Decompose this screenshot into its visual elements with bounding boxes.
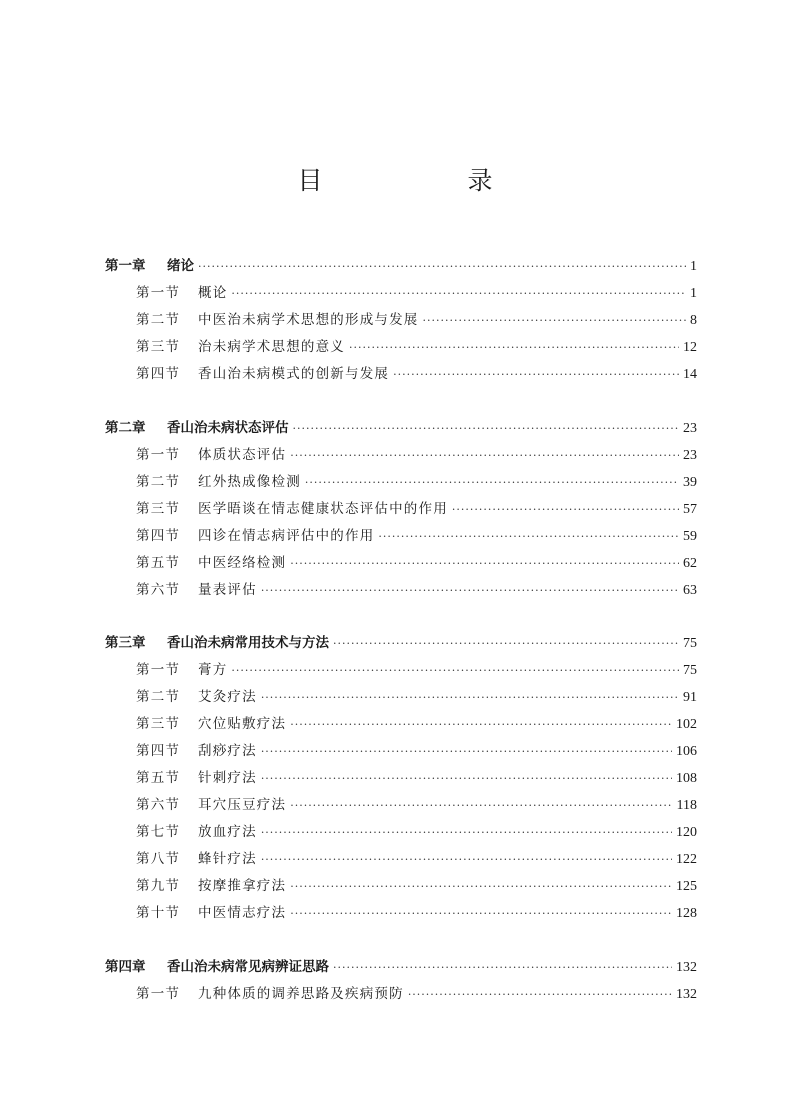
section-title: 治未病学术思想的意义 (198, 339, 345, 355)
section-title: 中医情志疗法 (198, 905, 287, 921)
chapter-title: 香山治未病常见病辨证思路 (167, 958, 329, 975)
page-number: 39 (683, 474, 697, 490)
section-title: 按摩推拿疗法 (198, 878, 287, 894)
page-number: 102 (676, 717, 697, 732)
section-number: 第六节 (136, 581, 181, 598)
dot-leader (231, 657, 679, 684)
page-number: 132 (676, 959, 697, 975)
section-title: 体质状态评估 (198, 446, 287, 463)
section-title: 膏方 (198, 662, 228, 678)
dot-leader (290, 442, 679, 469)
section-number: 第二节 (136, 473, 181, 490)
chapter-title: 香山治未病状态评估 (167, 419, 289, 436)
dot-leader (198, 253, 686, 280)
section-title: 刮痧疗法 (198, 743, 257, 759)
dot-leader (261, 765, 672, 792)
section-number: 第九节 (136, 878, 181, 894)
section-entry[interactable] (105, 361, 697, 388)
dot-leader (423, 307, 687, 334)
dot-leader (290, 900, 672, 927)
chapter-entry[interactable] (105, 253, 697, 280)
page-number: 14 (683, 367, 697, 382)
section-title: 放血疗法 (198, 824, 257, 840)
chapter-entry[interactable] (105, 415, 697, 442)
page-number: 75 (683, 636, 697, 651)
section-number: 第一节 (136, 285, 181, 301)
section-entry[interactable] (105, 496, 697, 523)
page-number: 125 (676, 879, 697, 894)
dot-leader (231, 280, 686, 307)
section-number: 第四节 (136, 366, 181, 382)
section-number: 第八节 (136, 851, 181, 867)
section-entry[interactable] (105, 684, 697, 711)
page-number: 63 (683, 582, 697, 598)
dot-leader (378, 523, 679, 550)
section-number: 第二节 (136, 689, 181, 705)
dot-leader (290, 711, 672, 738)
section-title: 中医经络检测 (198, 554, 287, 571)
section-entry[interactable] (105, 523, 697, 550)
section-number: 第二节 (136, 312, 181, 328)
section-number: 第四节 (136, 527, 181, 544)
section-number: 第三节 (136, 500, 181, 517)
dot-leader (393, 361, 679, 388)
section-number: 第一节 (136, 985, 181, 1002)
section-entry[interactable] (105, 280, 697, 307)
section-title: 概论 (198, 285, 228, 301)
section-entry[interactable] (105, 469, 697, 496)
dot-leader (290, 792, 672, 819)
dot-leader (333, 954, 672, 981)
section-entry[interactable] (105, 550, 697, 577)
page-number: 59 (683, 528, 697, 544)
dot-leader (293, 415, 680, 442)
section-number: 第三节 (136, 339, 181, 355)
dot-leader (290, 550, 679, 577)
dot-leader (408, 981, 672, 1008)
dot-leader (333, 630, 679, 657)
section-title: 四诊在情志病评估中的作用 (198, 527, 375, 544)
page-number: 8 (690, 313, 697, 328)
section-entry[interactable] (105, 981, 697, 1008)
section-number: 第三节 (136, 716, 181, 732)
chapter-number: 第四章 (105, 958, 146, 975)
section-title: 香山治未病模式的创新与发展 (198, 366, 390, 382)
chapter-number: 第二章 (105, 419, 146, 436)
dot-leader (305, 469, 679, 496)
page-number: 128 (676, 906, 697, 921)
section-entry[interactable] (105, 334, 697, 361)
table-of-contents (105, 253, 697, 1034)
section-number: 第七节 (136, 824, 181, 840)
section-entry[interactable] (105, 792, 697, 819)
section-entry[interactable] (105, 846, 697, 873)
page-number: 75 (683, 663, 697, 678)
dot-leader (261, 684, 679, 711)
chapter-entry[interactable] (105, 630, 697, 657)
dot-leader (349, 334, 679, 361)
section-number: 第四节 (136, 743, 181, 759)
section-title: 蜂针疗法 (198, 851, 257, 867)
page-number: 122 (676, 852, 697, 867)
section-entry[interactable] (105, 577, 697, 604)
section-number: 第十节 (136, 905, 181, 921)
chapter-title: 绪论 (167, 258, 194, 274)
section-number: 第六节 (136, 797, 181, 813)
page-number: 120 (676, 825, 697, 840)
section-entry[interactable] (105, 657, 697, 684)
section-entry[interactable] (105, 307, 697, 334)
section-title: 穴位贴敷疗法 (198, 716, 287, 732)
page-number: 118 (676, 798, 697, 813)
page-number: 132 (676, 986, 697, 1002)
section-entry[interactable] (105, 873, 697, 900)
section-number: 第五节 (136, 554, 181, 571)
page-number: 62 (683, 555, 697, 571)
dot-leader (261, 577, 679, 604)
page-number: 1 (690, 286, 697, 301)
chapter-entry[interactable] (105, 954, 697, 981)
section-entry[interactable] (105, 765, 697, 792)
section-entry[interactable] (105, 900, 697, 927)
dot-leader (452, 496, 679, 523)
section-number: 第一节 (136, 662, 181, 678)
section-entry[interactable] (105, 738, 697, 765)
section-number: 第五节 (136, 770, 181, 786)
chapter-block (105, 415, 697, 604)
dot-leader (261, 738, 672, 765)
chapter-number: 第三章 (105, 635, 146, 651)
page-number: 23 (683, 420, 697, 436)
section-title: 九种体质的调养思路及疾病预防 (198, 985, 404, 1002)
chapter-title: 香山治未病常用技术与方法 (167, 635, 329, 651)
section-entry[interactable] (105, 442, 697, 469)
chapter-block (105, 630, 697, 927)
chapter-number: 第一章 (105, 258, 146, 274)
page-number: 106 (676, 744, 697, 759)
dot-leader (261, 819, 672, 846)
section-title: 医学晤谈在情志健康状态评估中的作用 (198, 500, 448, 517)
section-entry[interactable] (105, 711, 697, 738)
page-number: 91 (683, 690, 697, 705)
chapter-block (105, 253, 697, 388)
section-title: 耳穴压豆疗法 (198, 797, 287, 813)
section-title: 艾灸疗法 (198, 689, 257, 705)
dot-leader (290, 873, 672, 900)
chapter-block (105, 954, 697, 1008)
section-title: 中医治未病学术思想的形成与发展 (198, 312, 419, 328)
page-title: 目 录 (297, 166, 553, 195)
page-number: 12 (683, 340, 697, 355)
section-title: 针刺疗法 (198, 770, 257, 786)
page-number: 1 (690, 259, 697, 274)
page-number: 57 (683, 501, 697, 517)
page-number: 23 (683, 447, 697, 463)
section-entry[interactable] (105, 819, 697, 846)
page-number: 108 (676, 771, 697, 786)
section-title: 量表评估 (198, 581, 257, 598)
section-number: 第一节 (136, 446, 181, 463)
section-title: 红外热成像检测 (198, 473, 301, 490)
dot-leader (261, 846, 672, 873)
